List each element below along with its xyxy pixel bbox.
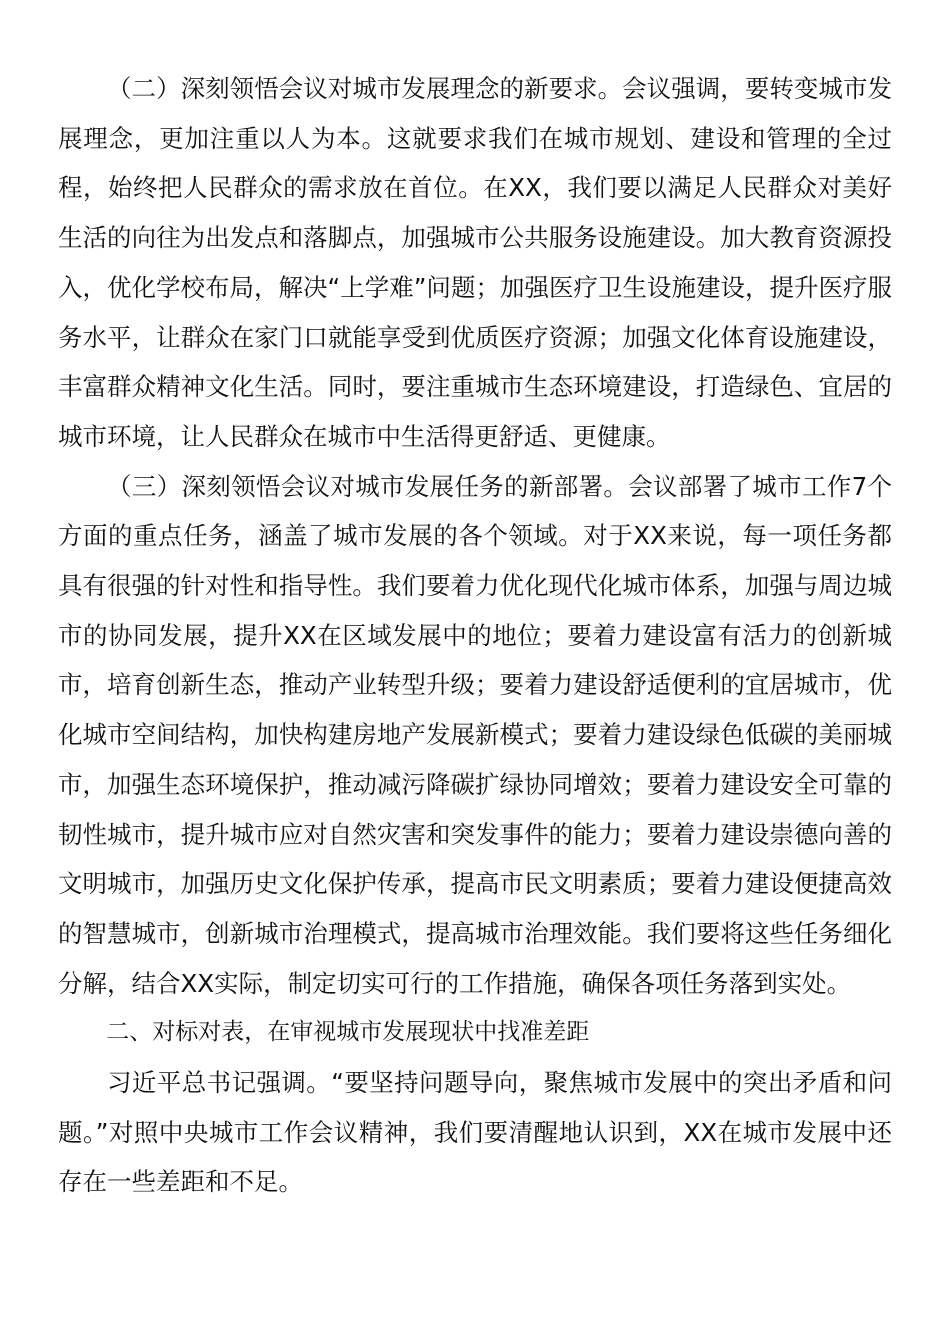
- paragraph-task-deployment: （三）深刻领悟会议对城市发展任务的新部署。会议部署了城市工作7个方面的重点任务，涵盖了城市发展的各个领域。对于XX来说，每一项任务都具有很强的针对性和指导性。我们要着力优化现代化城市体系，加强与周边城市的协同发展，提升XX在区域发展中的地位；要着力建设富有活力的创新城市，培育创新生态，推动产业转型升级；要着力建设舒适便利的宜居城市，优化城市空间结构，加快构建房地产发展新模式；要着力建设绿色低碳的美丽城市，加强生态环境保护，推动减污降碳扩绿协同增效；要着力建设安全可靠的韧性城市，提升城市应对自然灾害和突发事件的能力；要着力建设崇德向善的文明城市，加强历史文化保护传承，提高市民文明素质；要着力建设便捷高效的智慧城市，创新城市治理模式，提高城市治理效能。我们要将这些任务细化分解，结合XX实际，制定切实可行的工作措施，确保各项任务落到实处。: [58, 471, 892, 998]
- paragraph-concept-requirements: （二）深刻领悟会议对城市发展理念的新要求。会议强调，要转变城市发展理念，更加注重以人为本。这就要求我们在城市规划、建设和管理的全过程，始终把人民群众的需求放在首位。在XX，我们要以满足人民群众对美好生活的向往为出发点和落脚点，加强城市公共服务设施建设。加大教育资源投入，优化学校布局，解决“上学难”问题；加强医疗卫生设施建设，提升医疗服务水平，让群众在家门口就能享受到优质医疗资源；加强文化体育设施建设，丰富群众精神文化生活。同时，要注重城市生态环境建设，打造绿色、宜居的城市环境，让人民群众在城市中生活得更舒适、更健康。: [58, 74, 892, 451]
- section-heading-benchmarking: 二、对标对表，在审视城市发展现状中找准差距: [106, 1019, 590, 1046]
- paragraph-problem-orientation: 习近平总书记强调。“要坚持问题导向，聚焦城市发展中的突出矛盾和问题。”对照中央城市工作会议精神，我们要清醒地认识到，XX在城市发展中还存在一些差距和不足。: [58, 1068, 892, 1197]
- document-page: [58, 64, 892, 1207]
